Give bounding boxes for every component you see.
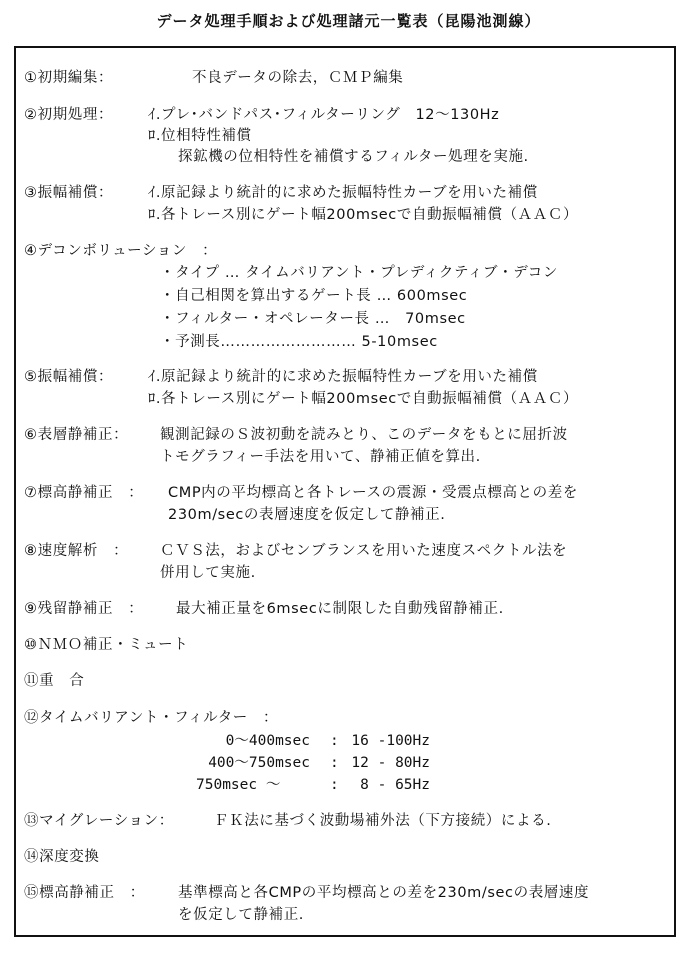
s4-item-c: ・フィルター・オペレーター長 … 70msec bbox=[160, 311, 466, 327]
s9-text: 最大補正量を6msecに制限した自動残留静補正. bbox=[176, 601, 504, 617]
s2-item-c: 探鉱機の位相特性を補償するフィルター処理を実施. bbox=[178, 149, 529, 165]
filter-row-band: 8 - 65Hz bbox=[360, 777, 430, 793]
s12-head: ⑫タイムバリアント・フィルター ： bbox=[24, 710, 279, 726]
s8-line-b: 併用して実施. bbox=[160, 565, 256, 581]
s15-line-a: 基準標高と各CMPの平均標高との差を230m/secの表層速度 bbox=[178, 885, 590, 901]
s3-item-a: ｲ.原記録より統計的に求めた振幅特性カーブを用いた補償 bbox=[148, 185, 538, 201]
s6-head: ⑥表層静補正： bbox=[24, 427, 129, 443]
s5-item-a: ｲ.原記録より統計的に求めた振幅特性カーブを用いた補償 bbox=[148, 369, 538, 385]
filter-row-band: 12 - 80Hz bbox=[351, 755, 430, 771]
s11-head: ⑪重 合 bbox=[24, 673, 85, 689]
filter-row-time: 0～400msec bbox=[225, 733, 310, 749]
s2-item-b: ﾛ.位相特性補償 bbox=[148, 128, 252, 144]
filter-row-time: 750msec ～ bbox=[196, 777, 281, 793]
s4-head: ④デコンボリューション ： bbox=[24, 243, 218, 259]
filter-row-band: 16 -100Hz bbox=[351, 733, 430, 749]
s6-line-a: 観測記録のＳ波初動を読みとり、このデータをもとに屈折波 bbox=[160, 427, 568, 443]
s4-item-d: ・予測長……………………… 5-10msec bbox=[160, 334, 438, 350]
s13-text: ＦＫ法に基づく波動場補外法（下方接続）による. bbox=[214, 813, 552, 829]
page-title: データ処理手順および処理諸元一覧表（昆陽池測線） bbox=[156, 12, 541, 30]
s8-line-a: ＣＶＳ法，およびセンブランスを用いた速度スペクトル法を bbox=[160, 543, 568, 559]
s6-line-b: トモグラフィー手法を用いて、静補正値を算出. bbox=[160, 449, 481, 465]
s15-head: ⑮標高静補正 ： bbox=[24, 885, 145, 901]
s7-line-b: 230m/secの表層速度を仮定して静補正. bbox=[168, 507, 446, 523]
s10-head: ⑩ＮＭＯ補正・ミュート bbox=[24, 637, 189, 653]
s7-head: ⑦標高静補正 ： bbox=[24, 485, 144, 501]
filter-row-time: 400～750msec bbox=[208, 755, 310, 771]
s8-head: ⑧速度解析 ： bbox=[24, 543, 129, 559]
s9-head: ⑨残留静補正 ： bbox=[24, 601, 144, 617]
filter-row-sep: : bbox=[330, 733, 339, 749]
s4-item-b: ・自己相関を算出するゲート長 … 600msec bbox=[160, 288, 468, 304]
s5-item-b: ﾛ.各トレース別にゲート幅200msecで自動振幅補償（ＡＡＣ） bbox=[148, 391, 579, 407]
s7-line-a: CMP内の平均標高と各トレースの震源・受震点標高との差を bbox=[168, 485, 578, 501]
s15-line-b: を仮定して静補正. bbox=[178, 907, 305, 923]
s4-item-a: ・タイプ … タイムバリアント・プレディクティブ・デコン bbox=[160, 265, 558, 281]
s1-head: ①初期編集： bbox=[24, 70, 114, 86]
s2-item-a: ｲ.プレ･バンドパス･フィルターリング 12～130Hz bbox=[148, 107, 500, 123]
s14-head: ⑭深度変換 bbox=[24, 849, 100, 865]
filter-row-sep: : bbox=[330, 755, 339, 771]
s13-head: ⑬マイグレーション： bbox=[24, 813, 174, 829]
filter-row-sep: : bbox=[330, 777, 339, 793]
s5-head: ⑤振幅補償： bbox=[24, 369, 114, 385]
s3-item-b: ﾛ.各トレース別にゲート幅200msecで自動振幅補償（ＡＡＣ） bbox=[148, 207, 579, 223]
s2-head: ②初期処理： bbox=[24, 107, 114, 123]
s3-head: ③振幅補償： bbox=[24, 185, 114, 201]
s1-text: 不良データの除去，ＣＭＰ編集 bbox=[192, 70, 404, 86]
